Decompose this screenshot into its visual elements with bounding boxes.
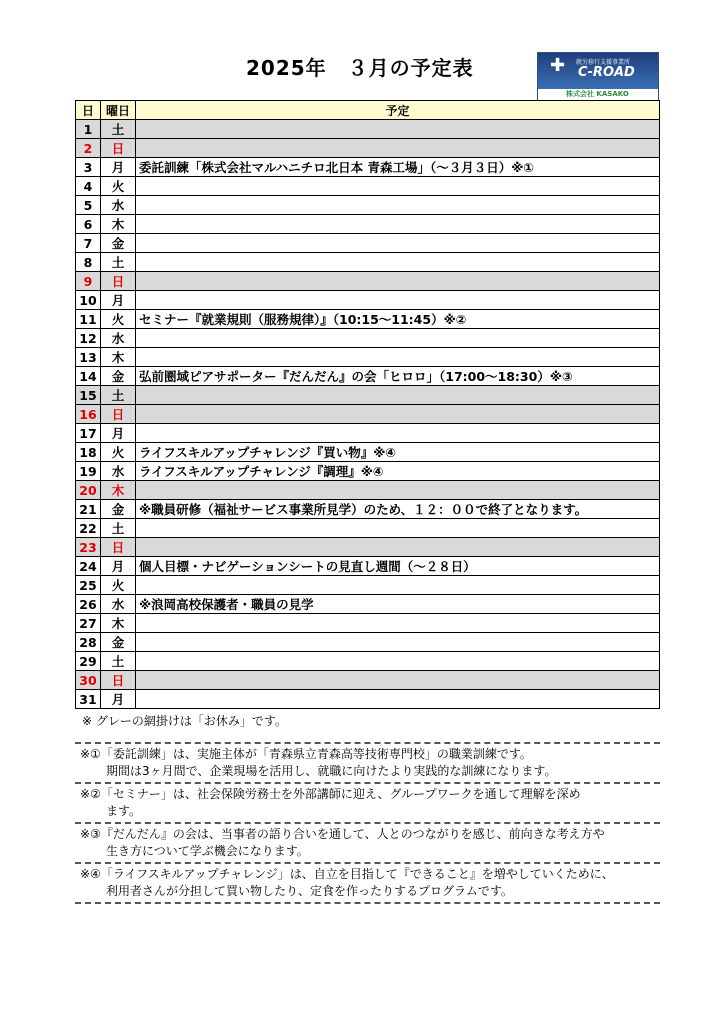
day-cell: 3 (76, 158, 101, 177)
header-day: 日 (76, 101, 101, 120)
day-cell: 16 (76, 405, 101, 424)
weekday-cell: 土 (101, 253, 136, 272)
table-row (76, 424, 660, 443)
footnote (75, 862, 660, 904)
weekday-cell: 月 (101, 557, 136, 576)
day-cell: 24 (76, 557, 101, 576)
plan-cell (136, 386, 660, 405)
weekday-cell: 火 (101, 443, 136, 462)
weekday-cell: 木 (101, 215, 136, 234)
page-title: 2025年 ３月の予定表 (246, 56, 474, 80)
weekday-cell: 月 (101, 158, 136, 177)
plan-cell (136, 671, 660, 690)
day-cell: 1 (76, 120, 101, 139)
day-cell: 14 (76, 367, 101, 386)
weekday-cell: 日 (101, 139, 136, 158)
day-cell: 29 (76, 652, 101, 671)
plan-cell (136, 215, 660, 234)
table-row (76, 652, 660, 671)
weekday-cell: 水 (101, 196, 136, 215)
footnote-line-2: 生き方について学ぶ機会になります。 (106, 844, 309, 858)
table-row (76, 519, 660, 538)
plan-cell (136, 291, 660, 310)
plan-cell (136, 272, 660, 291)
c-road-logo (537, 52, 659, 100)
table-row (76, 386, 660, 405)
weekday-cell: 月 (101, 291, 136, 310)
plan-cell: 委託訓練「株式会社マルハニチロ北日本 青森工場」（～３月３日）※① (136, 158, 660, 177)
day-cell: 28 (76, 633, 101, 652)
day-cell: 21 (76, 500, 101, 519)
day-cell: 27 (76, 614, 101, 633)
weekday-cell: 金 (101, 234, 136, 253)
day-cell: 18 (76, 443, 101, 462)
table-row (76, 329, 660, 348)
plan-cell (136, 405, 660, 424)
weekday-cell: 土 (101, 652, 136, 671)
gray-note: ※ グレーの網掛けは「お休み」です。 (82, 714, 287, 728)
day-cell: 9 (76, 272, 101, 291)
plan-cell (136, 690, 660, 709)
plan-cell: セミナー『就業規則（服務規律）』（10:15～11:45）※② (136, 310, 660, 329)
table-row (76, 253, 660, 272)
day-cell: 12 (76, 329, 101, 348)
weekday-cell: 日 (101, 671, 136, 690)
plan-cell: 弘前圏域ピアサポーター『だんだん』の会「ヒロロ」（17:00～18:30）※③ (136, 367, 660, 386)
plan-cell: ライフスキルアップチャレンジ『調理』※④ (136, 462, 660, 481)
weekday-cell: 金 (101, 367, 136, 386)
footnote-line-1: ※③『だんだん』の会は、当事者の語り合いを通して、人とのつながりを感じ、前向きな考え方や (80, 827, 605, 841)
plan-cell: ※職員研修（福祉サービス事業所見学）のため、１２：００で終了となります。 (136, 500, 660, 519)
day-cell: 26 (76, 595, 101, 614)
weekday-cell: 金 (101, 633, 136, 652)
footnote (75, 742, 660, 782)
plan-cell (136, 538, 660, 557)
table-row (76, 139, 660, 158)
star-cross-icon: ✚ (550, 55, 566, 76)
weekday-cell: 木 (101, 348, 136, 367)
table-row (76, 538, 660, 557)
day-cell: 20 (76, 481, 101, 500)
day-cell: 19 (76, 462, 101, 481)
schedule-table (75, 100, 660, 709)
day-cell: 30 (76, 671, 101, 690)
table-row (76, 177, 660, 196)
plan-cell: ライフスキルアップチャレンジ『買い物』※④ (136, 443, 660, 462)
weekday-cell: 月 (101, 424, 136, 443)
plan-cell (136, 633, 660, 652)
table-row (76, 443, 660, 462)
plan-cell (136, 576, 660, 595)
day-cell: 5 (76, 196, 101, 215)
table-row (76, 462, 660, 481)
logo-corp: 株式会社 KASAKO (566, 90, 629, 98)
table-row (76, 500, 660, 519)
weekday-cell: 水 (101, 595, 136, 614)
weekday-cell: 木 (101, 614, 136, 633)
footnote-line-2: 利用者さんが分担して買い物したり、定食を作ったりするプログラムです。 (106, 884, 513, 898)
weekday-cell: 土 (101, 386, 136, 405)
footnote (75, 822, 660, 862)
table-row (76, 481, 660, 500)
plan-cell (136, 177, 660, 196)
footnote-line-2: 期間は3ヶ月間で、企業現場を活用し、就職に向けたより実践的な訓練になります。 (106, 764, 557, 778)
plan-cell (136, 424, 660, 443)
day-cell: 6 (76, 215, 101, 234)
table-row (76, 614, 660, 633)
plan-cell (136, 253, 660, 272)
header-weekday: 曜日 (101, 101, 136, 120)
plan-cell (136, 139, 660, 158)
table-row (76, 671, 660, 690)
plan-cell (136, 652, 660, 671)
weekday-cell: 火 (101, 310, 136, 329)
table-header-row (76, 101, 660, 120)
table-row (76, 690, 660, 709)
day-cell: 8 (76, 253, 101, 272)
table-row (76, 234, 660, 253)
weekday-cell: 日 (101, 538, 136, 557)
footnotes (75, 742, 660, 904)
plan-cell (136, 196, 660, 215)
plan-cell (136, 329, 660, 348)
weekday-cell: 木 (101, 481, 136, 500)
table-row (76, 576, 660, 595)
table-row (76, 215, 660, 234)
plan-cell: 個人目標・ナビゲーションシートの見直し週間（～２８日） (136, 557, 660, 576)
plan-cell (136, 519, 660, 538)
table-row (76, 633, 660, 652)
weekday-cell: 土 (101, 519, 136, 538)
footnote-line-1: ※②「セミナー」は、社会保険労務士を外部講師に迎え、グループワークを通して理解を深め (80, 787, 581, 801)
day-cell: 11 (76, 310, 101, 329)
header-plan: 予定 (136, 101, 660, 120)
plan-cell: ※浪岡高校保護者・職員の見学 (136, 595, 660, 614)
day-cell: 4 (76, 177, 101, 196)
table-row (76, 310, 660, 329)
plan-cell (136, 614, 660, 633)
weekday-cell: 水 (101, 462, 136, 481)
plan-cell (136, 234, 660, 253)
table-row (76, 367, 660, 386)
footnote-line-2: ます。 (106, 804, 142, 818)
weekday-cell: 金 (101, 500, 136, 519)
weekday-cell: 火 (101, 177, 136, 196)
table-row (76, 196, 660, 215)
table-row (76, 272, 660, 291)
table-row (76, 557, 660, 576)
weekday-cell: 月 (101, 690, 136, 709)
table-row (76, 291, 660, 310)
table-row (76, 120, 660, 139)
plan-cell (136, 348, 660, 367)
plan-cell (136, 120, 660, 139)
logo-name: C-ROAD (578, 65, 635, 80)
footnote-line-1: ※④「ライフスキルアップチャレンジ」は、自立を目指して『できること』を増やしていくために、 (80, 867, 614, 881)
footnote (75, 782, 660, 822)
day-cell: 10 (76, 291, 101, 310)
weekday-cell: 日 (101, 272, 136, 291)
plan-cell (136, 481, 660, 500)
day-cell: 31 (76, 690, 101, 709)
table-row (76, 348, 660, 367)
day-cell: 23 (76, 538, 101, 557)
weekday-cell: 日 (101, 405, 136, 424)
footnote-line-1: ※①「委託訓練」は、実施主体が「青森県立青森高等技術専門校」の職業訓練です。 (80, 747, 532, 761)
logo-subtitle: 就労移行支援事業所 (576, 59, 631, 66)
weekday-cell: 火 (101, 576, 136, 595)
table-row (76, 595, 660, 614)
day-cell: 2 (76, 139, 101, 158)
day-cell: 13 (76, 348, 101, 367)
day-cell: 25 (76, 576, 101, 595)
day-cell: 22 (76, 519, 101, 538)
day-cell: 15 (76, 386, 101, 405)
table-row (76, 405, 660, 424)
day-cell: 7 (76, 234, 101, 253)
weekday-cell: 水 (101, 329, 136, 348)
weekday-cell: 土 (101, 120, 136, 139)
day-cell: 17 (76, 424, 101, 443)
table-row (76, 158, 660, 177)
